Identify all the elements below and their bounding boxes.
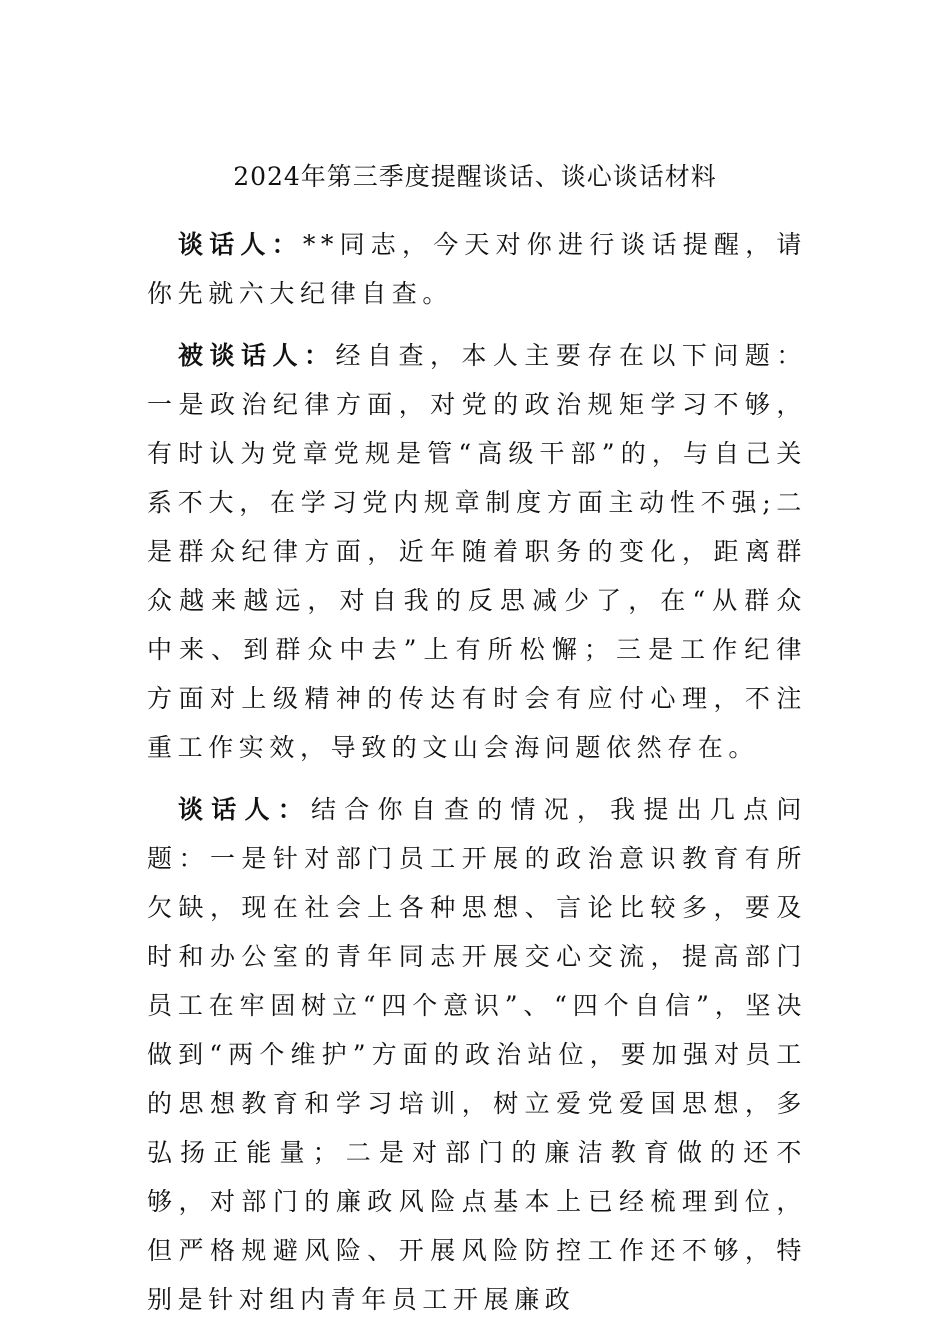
paragraph-talker-feedback <box>147 785 807 1324</box>
document-body <box>147 220 807 1337</box>
paragraph-text: 经自查，本人主要存在以下问题：一是政治纪律方面，对党的政治规矩学习不够，有时认为党章党规是管“高级干部”的，与自己关系不大，在学习党内规章制度方面主动性不强;二是群众纪律方面，近年随着职务的变化，距离群众越来越远，对自我的反思减少了，在“从群众中来、到群众中去”上有所松懈；三是工作纪律方面对上级精神的传达有时会有应付心理，不注重工作实效，导致的文山会海问题依然存在。 <box>147 341 807 762</box>
paragraph-text: **同志，今天对你进行谈话提醒，请你先就六大纪律自查。 <box>147 230 808 308</box>
document-title: 2024年第三季度提醒谈话、谈心谈话材料 <box>233 162 717 191</box>
paragraph-text: 结合你自查的情况，我提出几点问题：一是针对部门员工开展的政治意识教育有所欠缺，现在社会上各种思想、言论比较多，要及时和办公室的青年同志开展交心交流，提高部门员工在牢固树立“四个意识”、“四个自信”，坚决做到“两个维护”方面的政治站位，要加强对员工的思想教育和学习培训，树立爱党爱国思想，多弘扬正能量；二是对部门的廉洁教育做的还不够，对部门的廉政风险点基本上已经梳理到位，但严格规避风险、开展风险防控工作还不够，特别是针对组内青年员工开展廉政 <box>147 795 807 1314</box>
speaker-label: 谈话人： <box>178 795 311 824</box>
speaker-label: 谈话人： <box>178 230 303 259</box>
paragraph-interviewee-selfcheck <box>147 331 807 772</box>
paragraph-talker-opening <box>147 220 807 318</box>
speaker-label: 被谈话人： <box>178 341 336 370</box>
